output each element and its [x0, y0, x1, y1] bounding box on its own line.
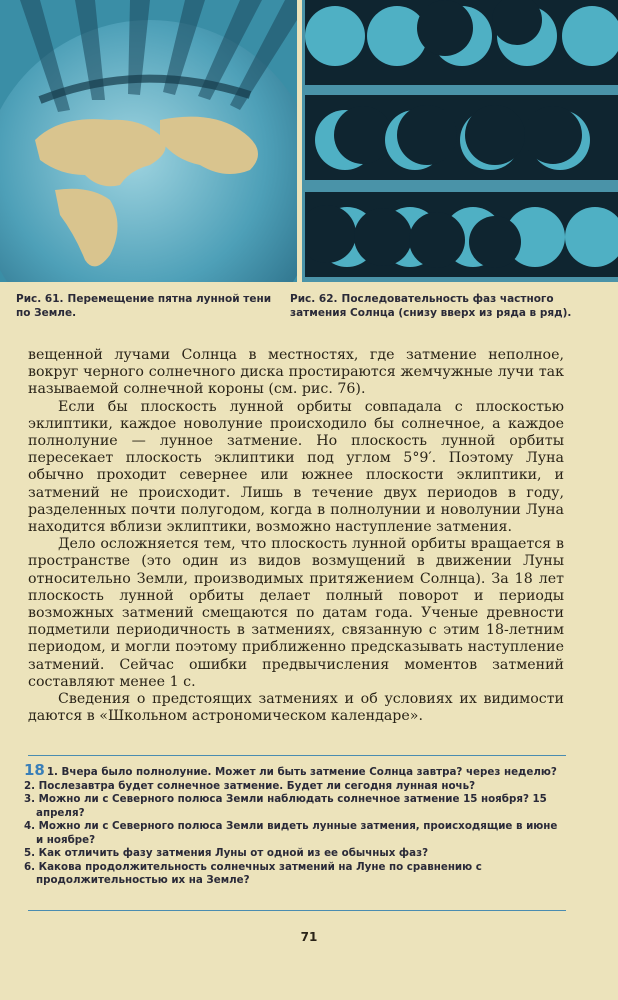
- page-number: 71: [300, 930, 318, 944]
- paragraph: вещенной лучами Солнца в местностях, где затмение неполное, вокруг черного солнечного диска простираются жемчужные лучи так называемой солнечной короны (см. рис. 76).: [28, 347, 564, 398]
- figure-62-eclipse-phases: [302, 0, 618, 282]
- figure-61-earth-shadow: [0, 0, 297, 282]
- paragraph: Дело осложняется тем, что плоскость лунной орбиты вращается в пространстве (это один из видов возмущений в движении Луны относительно Земли, производимых притяжением Солнца). За 18 лет плоскость лунной орбиты делает полный поворот и периоды возможных затмений смещаются по датам года. Ученые древности подметили периодичность в затмениях, связанную с этим 18-летним периодом, и могли поэтому приближенно предсказывать наступление затмений. Сейчас ошибки предвычисления моментов затмений составляют менее 1 с.: [28, 536, 564, 690]
- eclipse-strip-bottom: [305, 192, 618, 277]
- exercise-top-rule: [28, 755, 566, 756]
- earth-illustration: [0, 0, 297, 282]
- question-item: 4. Можно ли с Северного полюса Земли видеть лунные затмения, происходящие в июне и ноябре?: [24, 820, 558, 846]
- question-item: 2. Послезавтра будет солнечное затмение. Будет ли сегодня лунная ночь?: [24, 779, 476, 792]
- question-item: 18 1. Вчера было полнолуние. Может ли быть затмение Солнца завтра? через неделю?: [24, 761, 557, 779]
- paragraph: Если бы плоскость лунной орбиты совпадала с плоскостью эклиптики, каждое новолуние происходило бы солнечное, а каждое полнолуние — лунное затмение. Но плоскость лунной орбиты пересекает плоскость эклиптики под углом 5°9′. Поэтому Луна обычно проходит севернее или южнее плоскости эклиптики, и затмений не происходит. Лишь в течение двух периодов в году, разделенных почти полугодом, когда в полнолунии и новолунии Луна находится вблизи эклиптики, возможно наступление затмения.: [28, 398, 564, 536]
- figure-61-caption: Рис. 61. Перемещение пятна лунной тени по Земле.: [16, 293, 272, 319]
- eclipse-strip-top: [305, 0, 618, 85]
- main-text: [28, 347, 564, 725]
- figure-62-caption: Рис. 62. Последовательность фаз частного затмения Солнца (снизу вверх из ряда в ряд).: [290, 293, 572, 319]
- eclipse-strip-middle: [305, 95, 618, 180]
- exercise-block: [24, 761, 568, 888]
- question-item: 5. Как отличить фазу затмения Луны от одной из ее обычных фаз?: [24, 847, 429, 859]
- question-item: 3. Можно ли с Северного полюса Земли наблюдать солнечное затмение 15 ноября? 15 апреля?: [24, 793, 547, 819]
- exercise-bottom-rule: [28, 910, 566, 911]
- paragraph: Сведения о предстоящих затмениях и об условиях их видимости даются в «Школьном астрономическом календаре».: [28, 691, 564, 725]
- exercise-number: 18: [24, 761, 45, 779]
- question-item: 6. Какова продолжительность солнечных затмений на Луне по сравнению с продолжительностью их на Земле?: [24, 860, 482, 886]
